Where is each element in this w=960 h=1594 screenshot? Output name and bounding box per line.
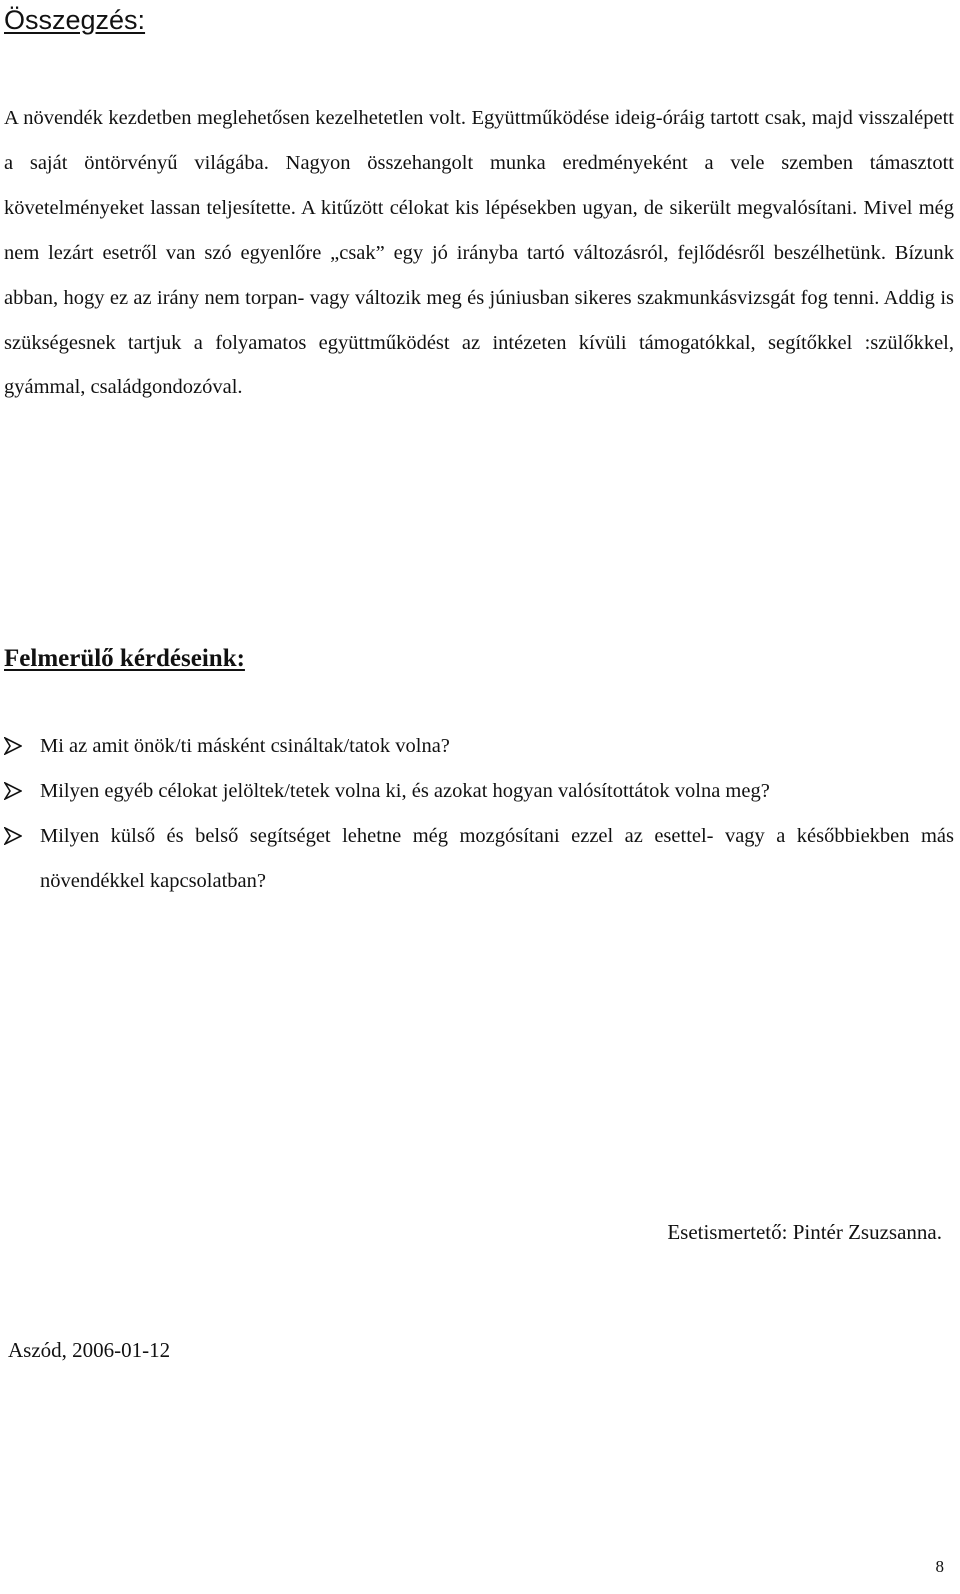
- arrowhead-bullet-icon: [4, 827, 22, 845]
- summary-heading: Összegzés:: [4, 5, 146, 35]
- arrowhead-bullet-icon: [4, 737, 22, 755]
- questions-heading: Felmerülő kérdéseink:: [4, 645, 245, 672]
- author-signature: Esetismertető: Pintér Zsuzsanna.: [667, 1220, 942, 1244]
- question-item: [4, 724, 954, 769]
- question-text: Milyen külső és belső segítséget lehetne még mozgósítani ezzel az esettel- vagy a későbbiekben más növendékkel kapcsolatban?: [40, 824, 954, 892]
- question-text: Milyen egyéb célokat jelöltek/tetek volna ki, és azokat hogyan valósítottátok volna meg?: [40, 779, 770, 802]
- question-text: Mi az amit önök/ti másként csináltak/tatok volna?: [40, 735, 450, 757]
- question-item: [4, 814, 954, 904]
- question-item: [4, 769, 954, 814]
- place-and-date: Aszód, 2006-01-12: [8, 1338, 171, 1362]
- questions-list: [4, 724, 954, 904]
- summary-paragraph: A növendék kezdetben meglehetősen kezelhetetlen volt. Együttműködése ideig-óráig tartott csak, majd visszalépett a saját öntörvényű világába. Nagyon összehangolt munka eredményeként a vele szemben támasztott követelményeket lassan teljesítette. A kitűzött célokat kis lépésekben ugyan, de sikerült megvalósítani. Mivel még nem lezárt esetről van szó egyenlőre „csak” egy jó irányba tartó változásról, fejlődésről beszélhetünk. Bízunk abban, hogy ez az irány nem torpan- vagy változik meg és júniusban sikeres szakmunkásvizsgát fog tenni. Addig is szükségesnek tartjuk a folyamatos együttműködést az intézeten kívüli támogatókkal, segítőkkel :szülőkkel, gyámmal, családgondozóval.: [4, 107, 954, 399]
- page-number: 8: [935, 1557, 944, 1576]
- arrowhead-bullet-icon: [4, 782, 22, 800]
